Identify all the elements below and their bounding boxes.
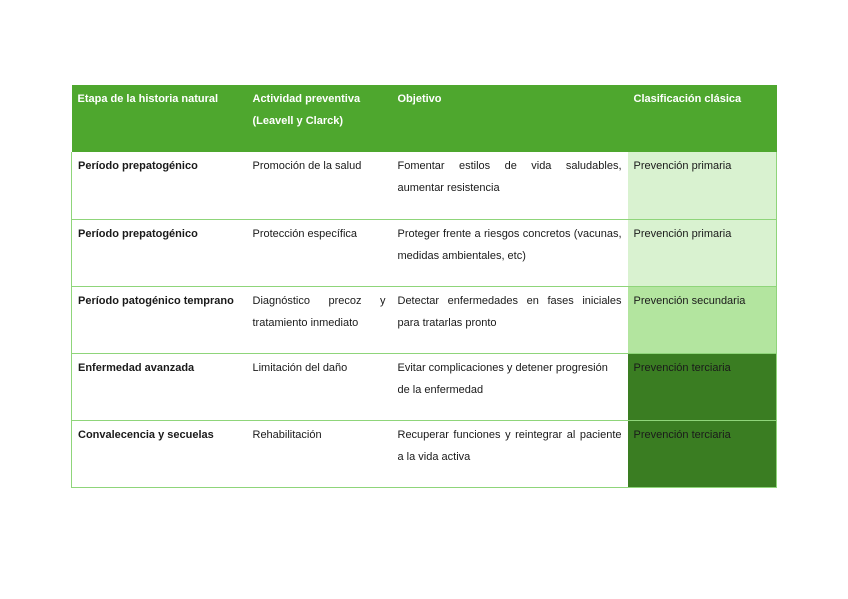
cell-objetivo: Fomentar estilos de vida saludables, aumentar resistencia xyxy=(392,152,628,219)
cell-objetivo: Recuperar funciones y reintegrar al paciente a la vida activa xyxy=(392,420,628,487)
cell-etapa: Convalecencia y secuelas xyxy=(72,420,247,487)
header-clasificacion: Clasificación clásica xyxy=(628,85,777,152)
cell-clasificacion: Prevención primaria xyxy=(628,219,777,286)
table-row xyxy=(72,286,777,353)
header-etapa: Etapa de la historia natural xyxy=(72,85,247,152)
cell-objetivo: Proteger frente a riesgos concretos (vacunas, medidas ambientales, etc) xyxy=(392,219,628,286)
table-row xyxy=(72,219,777,286)
header-actividad: Actividad preventiva (Leavell y Clarck) xyxy=(247,85,392,152)
header-objetivo: Objetivo xyxy=(392,85,628,152)
cell-etapa: Período patogénico temprano xyxy=(72,286,247,353)
cell-objetivo: Evitar complicaciones y detener progresión de la enfermedad xyxy=(392,353,628,420)
cell-clasificacion: Prevención terciaria xyxy=(628,353,777,420)
cell-objetivo: Detectar enfermedades en fases iniciales para tratarlas pronto xyxy=(392,286,628,353)
cell-actividad: Promoción de la salud xyxy=(247,152,392,219)
cell-actividad: Protección específica xyxy=(247,219,392,286)
table-row xyxy=(72,152,777,219)
cell-actividad: Rehabilitación xyxy=(247,420,392,487)
prevention-levels-table xyxy=(71,85,777,488)
cell-clasificacion: Prevención terciaria xyxy=(628,420,777,487)
cell-etapa: Período prepatogénico xyxy=(72,152,247,219)
cell-actividad: Limitación del daño xyxy=(247,353,392,420)
cell-clasificacion: Prevención primaria xyxy=(628,152,777,219)
cell-etapa: Enfermedad avanzada xyxy=(72,353,247,420)
cell-etapa: Período prepatogénico xyxy=(72,219,247,286)
table-row xyxy=(72,420,777,487)
cell-actividad: Diagnóstico precoz y tratamiento inmediato xyxy=(247,286,392,353)
cell-clasificacion: Prevención secundaria xyxy=(628,286,777,353)
table-row xyxy=(72,353,777,420)
table-header-row xyxy=(72,85,777,152)
